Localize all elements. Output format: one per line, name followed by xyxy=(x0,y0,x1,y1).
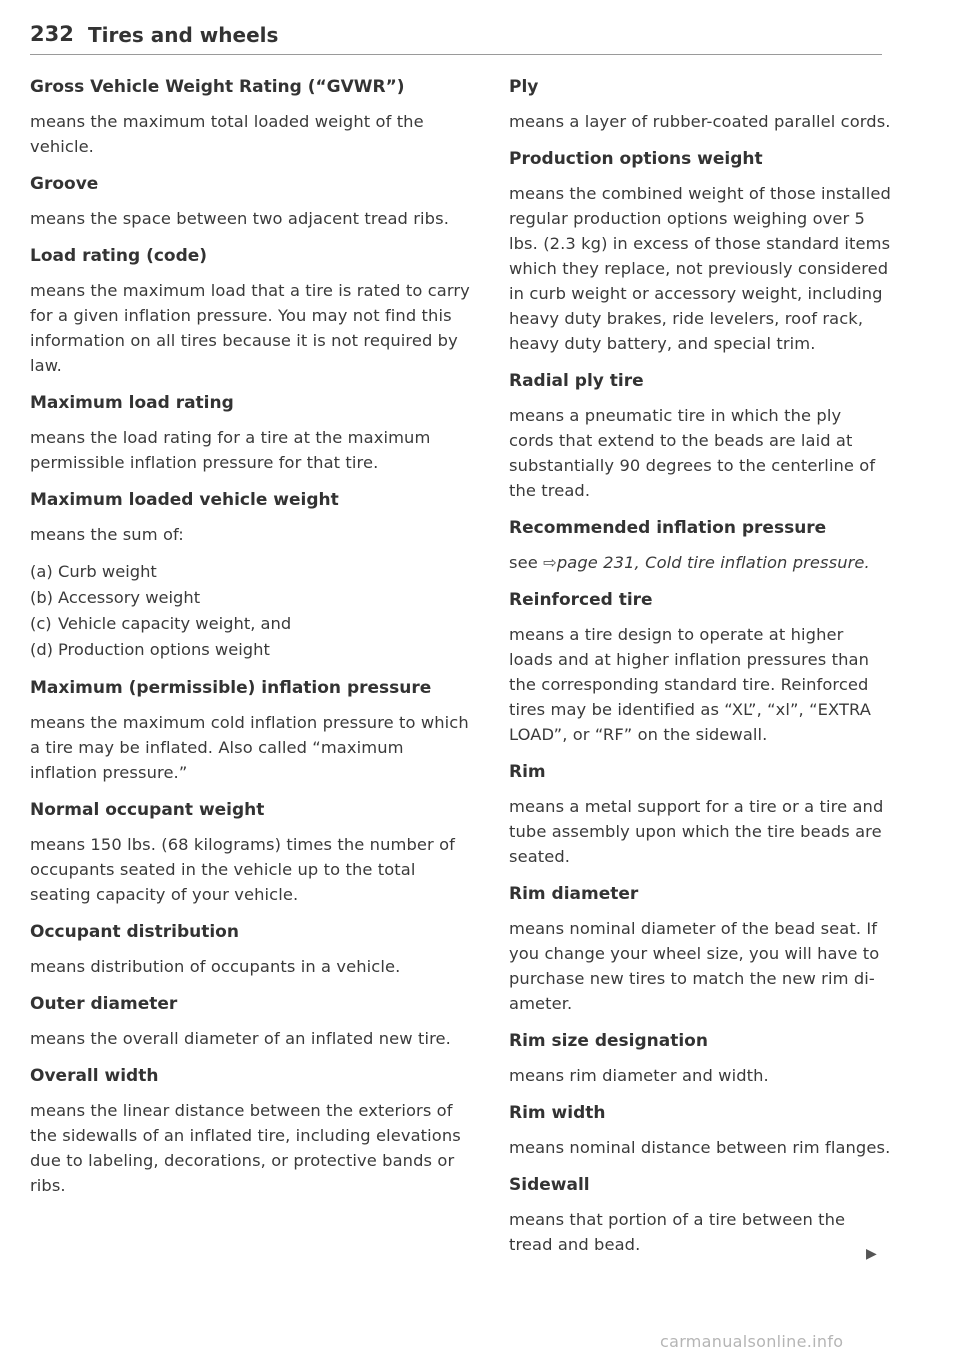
cross-reference-arrow-icon: ⇨ xyxy=(543,553,557,572)
term-definition: means 150 lbs. (68 kilograms) times the number of occupants seated in the vehicle up to the total seating capacity of your vehicle. xyxy=(30,835,455,904)
term-definition: means the overall diameter of an inflated new tire. xyxy=(30,1029,451,1048)
term-heading: Radial ply tire xyxy=(509,371,644,391)
term-heading: Production options weight xyxy=(509,149,763,169)
see-text: see xyxy=(509,553,544,572)
glossary-entry xyxy=(30,390,470,475)
term-definition: means a pneumatic tire in which the ply cords that extend to the beads are laid at substantially 90 degrees to the centerline of the tread. xyxy=(509,406,876,500)
glossary-entry xyxy=(509,759,891,869)
list-marker: (b) xyxy=(30,588,54,607)
term-heading: Rim size designation xyxy=(509,1031,708,1051)
glossary-entry xyxy=(509,1172,891,1257)
glossary-entry xyxy=(509,587,891,747)
list-item xyxy=(30,637,470,663)
term-definition: means the space between two adjacent tread ribs. xyxy=(30,209,449,228)
list-item-text: Curb weight xyxy=(58,562,157,581)
term-definition xyxy=(509,550,891,575)
glossary-entry xyxy=(30,991,470,1051)
term-heading: Rim xyxy=(509,762,546,782)
term-heading: Sidewall xyxy=(509,1175,590,1195)
section-title: Tires and wheels xyxy=(88,23,279,47)
term-definition: means distribution of occupants in a vehicle. xyxy=(30,957,401,976)
left-column xyxy=(30,74,470,1210)
glossary-entry xyxy=(509,1028,891,1088)
term-definition: means the maximum total loaded weight of the vehicle. xyxy=(30,112,424,156)
term-definition: means that portion of a tire between the tread and bead. xyxy=(509,1210,846,1254)
glossary-entry xyxy=(30,1063,470,1198)
list-item-text: Accessory weight xyxy=(58,588,201,607)
term-definition: means nominal diameter of the bead seat. If you change your wheel size, you will have to purchase new tires to match the new rim diameter. xyxy=(509,919,880,1013)
term-definition: means a tire design to operate at higher loads and at higher inflation pressures than the corresponding standard tire. Reinforced tires may be identified as “XL”, “xl”, “EXTRA LOAD”, or “RF” on the sidewall. xyxy=(509,625,872,744)
glossary-entry xyxy=(509,146,891,356)
list-item xyxy=(30,559,470,585)
glossary-entry xyxy=(30,243,470,378)
list-marker: (c) xyxy=(30,614,52,633)
page-number: 232 xyxy=(30,22,74,46)
glossary-entry xyxy=(30,487,470,663)
term-heading: Load rating (code) xyxy=(30,246,208,266)
list-marker: (d) xyxy=(30,640,54,659)
term-heading: Rim diameter xyxy=(509,884,639,904)
list-marker: (a) xyxy=(30,562,53,581)
term-heading: Maximum loaded vehicle weight xyxy=(30,490,339,510)
term-heading: Rim width xyxy=(509,1103,606,1123)
right-column xyxy=(509,74,891,1269)
term-heading: Groove xyxy=(30,174,99,194)
term-heading: Normal occupant weight xyxy=(30,800,265,820)
glossary-entry xyxy=(509,1100,891,1160)
list-item xyxy=(30,585,470,611)
term-heading: Outer diameter xyxy=(30,994,178,1014)
term-heading: Maximum (permissible) inflation pressure xyxy=(30,678,432,698)
term-definition: means nominal distance between rim flanges. xyxy=(509,1138,891,1157)
term-heading: Maximum load rating xyxy=(30,393,234,413)
term-definition: means the maximum cold inflation pressure to which a tire may be inflated. Also called “maximum inflation pressure.” xyxy=(30,713,469,782)
glossary-entry xyxy=(30,171,470,231)
term-heading: Occupant distribution xyxy=(30,922,239,942)
term-definition: means a metal support for a tire or a tire and tube assembly upon which the tire beads are seated. xyxy=(509,797,884,866)
list-item xyxy=(30,611,470,637)
term-definition: means the maximum load that a tire is rated to carry for a given inflation pressure. You may not find this information on all tires because it is not required by law. xyxy=(30,281,470,375)
page-header xyxy=(30,18,882,55)
term-heading: Ply xyxy=(509,77,539,97)
term-heading: Reinforced tire xyxy=(509,590,653,610)
glossary-entry xyxy=(30,919,470,979)
list-item-text: Production options weight xyxy=(58,640,270,659)
term-definition: means rim diameter and width. xyxy=(509,1066,769,1085)
term-definition: means the linear distance between the exteriors of the sidewalls of an inflated tire, including elevations due to labeling, decorations, or protective bands or ribs. xyxy=(30,1101,461,1195)
list-item-text: Vehicle capacity weight, and xyxy=(58,614,292,633)
glossary-entry xyxy=(30,74,470,159)
glossary-entry xyxy=(509,368,891,503)
term-definition: means the sum of: xyxy=(30,525,184,544)
continued-arrow-icon: ▶ xyxy=(866,1246,877,1262)
term-heading: Gross Vehicle Weight Rating (“GVWR”) xyxy=(30,77,405,97)
glossary-entry xyxy=(509,515,891,575)
term-heading: Overall width xyxy=(30,1066,159,1086)
term-definition: means the load rating for a tire at the maximum permissible inflation pressure for that tire. xyxy=(30,428,431,472)
term-heading: Recommended inflation pressure xyxy=(509,518,827,538)
glossary-entry xyxy=(509,881,891,1016)
glossary-entry xyxy=(30,675,470,785)
term-definition: means a layer of rubber-coated parallel cords. xyxy=(509,112,891,131)
sum-list xyxy=(30,559,470,663)
glossary-entry xyxy=(30,797,470,907)
glossary-entry xyxy=(509,74,891,134)
cross-reference-link[interactable]: page 231, Cold tire inflation pressure. xyxy=(556,553,870,572)
term-definition: means the combined weight of those installed regular production options weighing over 5 lbs. (2.3 kg) in excess of those standard items which they replace, not previously considered in curb weight or accessory weight, including heavy duty brakes, ride levelers, roof rack, heavy duty battery, and special trim. xyxy=(509,184,891,353)
watermark: carmanualsonline.info xyxy=(660,1332,844,1351)
